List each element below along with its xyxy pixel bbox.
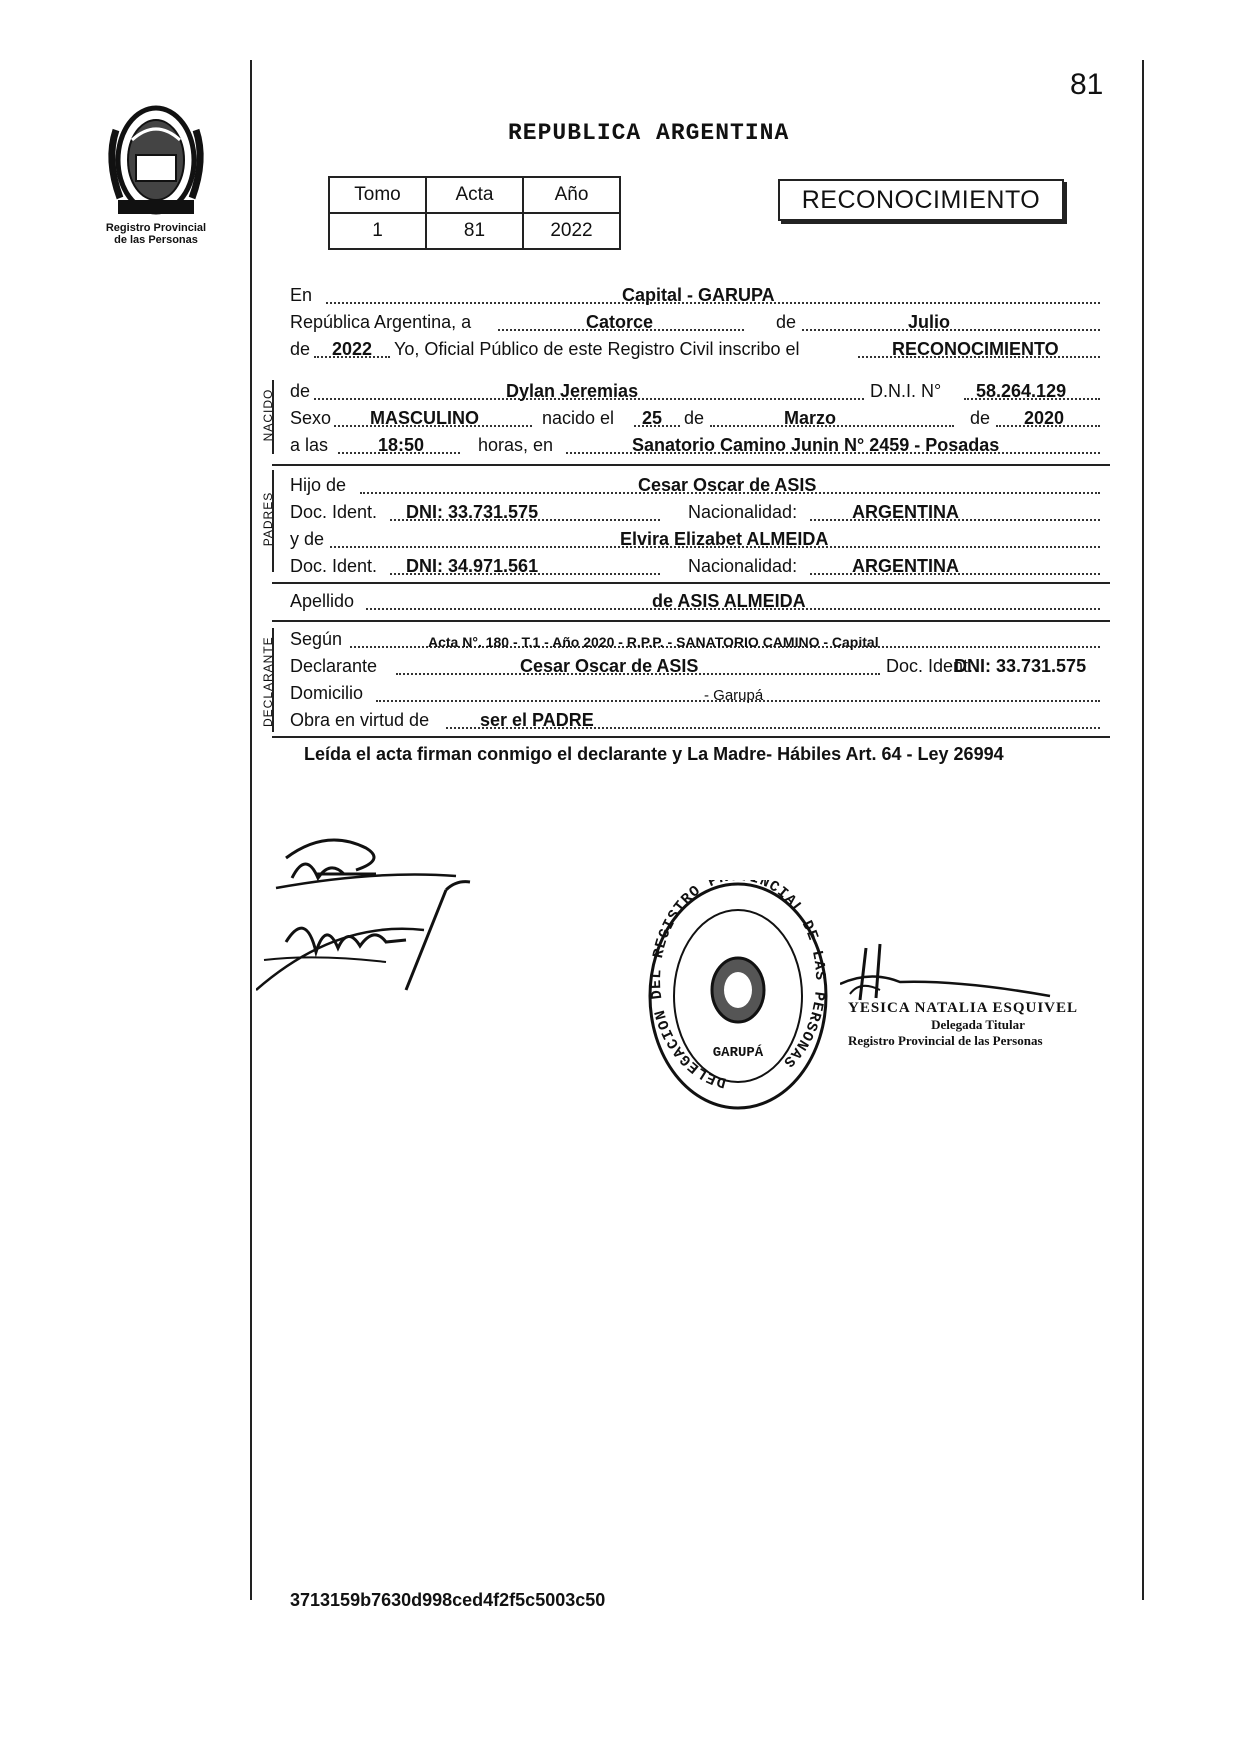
- segun-label: Según: [290, 629, 343, 649]
- born-day: 25: [642, 408, 663, 428]
- born-label: nacido el: [542, 408, 615, 428]
- declarant-doc: DNI: 33.731.575: [954, 656, 1087, 676]
- left-margin-rule: [250, 60, 252, 1600]
- mother-doc-label: Doc. Ident.: [290, 556, 378, 576]
- date-dots-2: [802, 329, 1100, 331]
- child-dni: 58.264.129: [976, 381, 1067, 401]
- born-de: de: [684, 408, 705, 428]
- born-month: Marzo: [784, 408, 837, 428]
- date-de: de: [776, 312, 797, 332]
- logo-caption: [88, 222, 224, 246]
- record-type-box: RECONOCIMIENTO: [778, 179, 1064, 221]
- declarante-side-label: DECLARANTE: [261, 636, 275, 727]
- record-table: [328, 176, 621, 250]
- surname-value: de ASIS ALMEIDA: [652, 591, 806, 611]
- seal-bottom-text: GARUPÁ: [712, 1045, 764, 1061]
- sex-birth-row: [290, 405, 1105, 431]
- record-value-tomo: 1: [329, 213, 426, 249]
- dni-label: D.N.I. N°: [870, 381, 942, 401]
- mother-row: [290, 526, 1105, 552]
- born-year: 2020: [1024, 408, 1065, 428]
- time-value: 18:50: [378, 435, 425, 455]
- official-office: Registro Provincial de las Personas: [848, 1033, 1043, 1048]
- date-day: Catorce: [586, 312, 654, 332]
- mother-doc-row: [290, 553, 1105, 579]
- record-header-tomo: Tomo: [329, 177, 426, 213]
- mother-name: Elvira Elizabet ALMEIDA: [620, 529, 829, 549]
- declarant-doc-label: Doc. Ident.: [886, 656, 974, 676]
- right-margin-rule: [1142, 60, 1144, 1600]
- child-name: Dylan Jeremias: [506, 381, 639, 401]
- official-role: Delegada Titular: [931, 1017, 1025, 1032]
- logo-caption-line2: de las Personas: [114, 234, 198, 246]
- seal-ring-text: DELEGACION DEL REGISTRO P NCIAL DE LAS PERSONAS: [648, 880, 828, 1091]
- place-label: En: [290, 285, 313, 305]
- father-nat-label: Nacionalidad:: [688, 502, 798, 522]
- act-value: RECONOCIMIENTO: [892, 339, 1059, 359]
- year-text: Yo, Oficial Público de este Registro Civil inscribo el: [394, 339, 800, 359]
- declarant-name: Cesar Oscar de ASIS: [520, 656, 699, 676]
- divider-4: [272, 736, 1110, 738]
- obra-label: Obra en virtud de: [290, 710, 430, 730]
- sex-value: MASCULINO: [370, 408, 479, 428]
- domicile-row: [290, 680, 1105, 706]
- father-row: [290, 472, 1105, 498]
- declarant-row: [290, 653, 1105, 679]
- divider-3: [272, 620, 1110, 622]
- mother-nat: ARGENTINA: [852, 556, 959, 576]
- record-value-ano: 2022: [523, 213, 620, 249]
- padres-side-label: PADRES: [261, 491, 275, 547]
- born-de2: de: [970, 408, 991, 428]
- segun-row: [290, 626, 1105, 652]
- mother-doc: DNI: 34.971.561: [406, 556, 539, 576]
- surname-row: [290, 588, 1105, 614]
- child-name-label: de: [290, 381, 311, 401]
- country-title: REPUBLICA ARGENTINA: [508, 120, 790, 146]
- surname-label: Apellido: [290, 591, 355, 611]
- obra-row: [290, 707, 1105, 733]
- father-label: Hijo de: [290, 475, 347, 495]
- birth-place: Sanatorio Camino Junin N° 2459 - Posadas: [632, 435, 1000, 455]
- father-nat: ARGENTINA: [852, 502, 959, 522]
- place-value: Capital - GARUPA: [622, 285, 775, 305]
- logo-caption-line1: Registro Provincial: [105, 222, 207, 234]
- domicile-value: - Garupá: [704, 687, 764, 704]
- obra-value: ser el PADRE: [480, 710, 594, 730]
- place-row: [290, 282, 1105, 308]
- time-place-row: [290, 432, 1105, 458]
- year-de: de: [290, 339, 311, 359]
- document-hash: 3713159b7630d998ced4f2f5c5003c50: [290, 1590, 606, 1610]
- divider-1: [272, 464, 1110, 466]
- date-row: [290, 309, 1105, 335]
- record-value-acta: 81: [426, 213, 523, 249]
- record-header-ano: Año: [523, 177, 620, 213]
- father-name: Cesar Oscar de ASIS: [638, 475, 817, 495]
- domicile-label: Domicilio: [290, 683, 364, 703]
- hours-label: horas, en: [478, 435, 554, 455]
- divider-2: [272, 582, 1110, 584]
- official-seal: [648, 880, 828, 1112]
- declarant-signature: [256, 830, 486, 1000]
- time-label: a las: [290, 435, 329, 455]
- mother-label: y de: [290, 529, 325, 549]
- father-doc-row: [290, 499, 1105, 525]
- father-doc-label: Doc. Ident.: [290, 502, 378, 522]
- mother-nat-label: Nacionalidad:: [688, 556, 798, 576]
- date-label: República Argentina, a: [290, 312, 472, 332]
- closing-statement: Leída el acta firman conmigo el declarante y La Madre- Hábiles Art. 64 - Ley 26994: [304, 744, 1004, 764]
- page-number: 81: [1070, 68, 1104, 101]
- official-block: [848, 1000, 1108, 1049]
- nacido-side-label: NACIDO: [261, 388, 275, 442]
- year-value: 2022: [332, 339, 373, 359]
- father-doc: DNI: 33.731.575: [406, 502, 539, 522]
- child-name-row: [290, 378, 1105, 404]
- record-header-acta: Acta: [426, 177, 523, 213]
- declarant-label: Declarante: [290, 656, 378, 676]
- date-month: Julio: [908, 312, 951, 332]
- official-name: YESICA NATALIA ESQUIVEL: [848, 1000, 1079, 1016]
- sex-label: Sexo: [290, 408, 332, 428]
- year-row: [290, 336, 1105, 362]
- segun-value: Acta N°. 180 - T.1 - Año 2020 - R.P.P. - SANATORIO CAMINO - Capital: [428, 634, 879, 650]
